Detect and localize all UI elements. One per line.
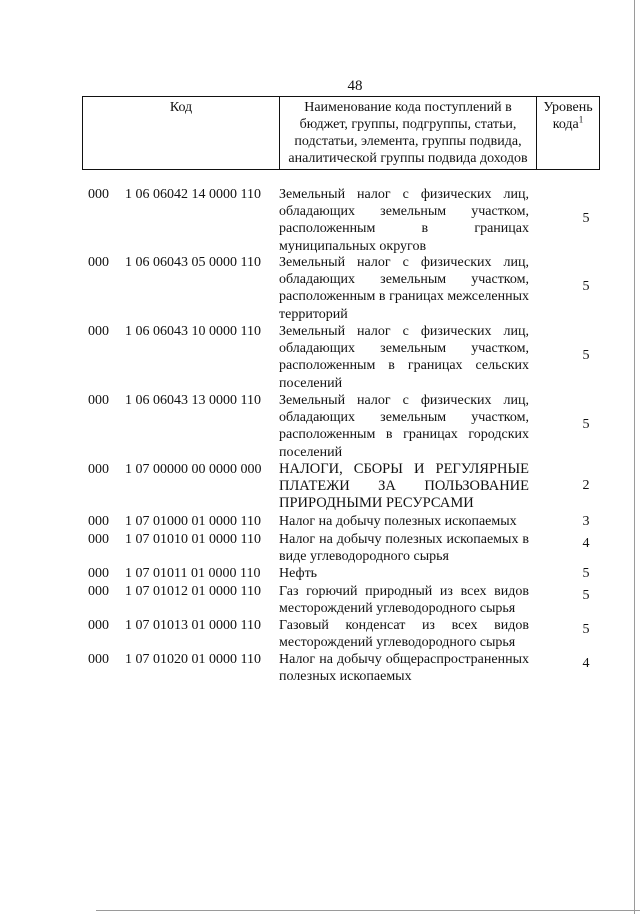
- row-prefix: 000: [88, 393, 109, 408]
- row-level-cell: [529, 651, 591, 703]
- row-prefix: 000: [88, 566, 109, 581]
- header-level-footnote: 1: [578, 114, 584, 125]
- row-name: Земельный налог с физических лиц, обладающих земельным участком, расположенным в границах сельских поселений: [279, 324, 529, 391]
- row-level-cell: [529, 392, 591, 461]
- row-code: 1 07 01011 01 0000 110: [125, 566, 261, 581]
- row-level-cell: [529, 323, 591, 392]
- row-level: 2: [582, 478, 590, 493]
- row-name: Газовый конденсат из всех видов месторождений углеводородного сырья: [279, 618, 529, 651]
- row-code: 1 07 01010 01 0000 110: [125, 532, 261, 547]
- row-name: Земельный налог с физических лиц, обладающих земельным участком, расположенным в границах муниципальных округов: [279, 187, 529, 254]
- header-name: Наименование кода поступлений в бюджет, группы, подгруппы, статьи, подстатьи, элемента, группы подвида, аналитической группы подвида доходов: [280, 97, 537, 170]
- row-level-cell: [529, 254, 591, 323]
- table-row: [88, 254, 588, 323]
- header-level: [537, 97, 600, 170]
- row-prefix: 000: [88, 514, 109, 529]
- row-prefix: 000: [88, 584, 109, 599]
- table-row: [88, 583, 588, 617]
- row-name: Земельный налог с физических лиц, обладающих земельным участком, расположенным в границах городских поселений: [279, 393, 529, 460]
- header-level-label: Уровень кода: [543, 100, 593, 132]
- row-code: 1 07 00000 00 0000 000: [125, 462, 262, 477]
- row-level-cell: [529, 531, 591, 565]
- row-level: 5: [582, 566, 590, 581]
- row-code: 1 07 01012 01 0000 110: [125, 584, 261, 599]
- table-row: [88, 186, 588, 254]
- table-header: [82, 96, 600, 170]
- row-code: 1 06 06043 13 0000 110: [125, 393, 261, 408]
- row-code: 1 06 06042 14 0000 110: [125, 187, 261, 202]
- table-row: [88, 617, 588, 651]
- table-row: [88, 513, 588, 531]
- row-name: Газ горючий природный из всех видов месторождений углеводородного сырья: [279, 584, 529, 617]
- row-prefix: 000: [88, 618, 109, 633]
- row-level-cell: [529, 617, 591, 651]
- row-level: 4: [582, 536, 590, 551]
- row-prefix: 000: [88, 652, 109, 667]
- row-level-cell: [529, 513, 591, 531]
- row-level: 5: [582, 417, 590, 432]
- table-row: [88, 651, 588, 703]
- table-row: [88, 531, 588, 565]
- row-level: 3: [582, 514, 590, 529]
- row-level: 4: [582, 656, 590, 671]
- scan-edge-right: [634, 0, 635, 914]
- row-level-cell: [529, 583, 591, 617]
- table-row: [88, 323, 588, 392]
- row-name: Налог на добычу полезных ископаемых в виде углеводородного сырья: [279, 532, 529, 565]
- page-number: 48: [347, 78, 363, 94]
- row-code: 1 06 06043 10 0000 110: [125, 324, 261, 339]
- scan-edge-bottom: [96, 910, 640, 911]
- row-code: 1 07 01013 01 0000 110: [125, 618, 261, 633]
- row-name: Нефть: [279, 566, 318, 581]
- row-code: 1 07 01000 01 0000 110: [125, 514, 261, 529]
- table-body: [88, 186, 588, 703]
- row-level-cell: [529, 186, 591, 254]
- row-level: 5: [582, 348, 590, 363]
- row-prefix: 000: [88, 324, 109, 339]
- row-level: 5: [582, 622, 590, 637]
- row-name: Налог на добычу полезных ископаемых: [279, 514, 517, 529]
- table-row: [88, 461, 588, 513]
- row-code: 1 06 06043 05 0000 110: [125, 255, 261, 270]
- row-level: 5: [582, 279, 590, 294]
- row-name: Земельный налог с физических лиц, обладающих земельным участком, расположенным в границах межселенных территорий: [279, 255, 529, 322]
- table-row: [88, 392, 588, 461]
- row-prefix: 000: [88, 187, 109, 202]
- row-level-cell: [529, 461, 591, 513]
- row-prefix: 000: [88, 462, 109, 477]
- row-level: 5: [582, 588, 590, 603]
- row-name: НАЛОГИ, СБОРЫ И РЕГУЛЯРНЫЕ ПЛАТЕЖИ ЗА ПОЛЬЗОВАНИЕ ПРИРОДНЫМИ РЕСУРСАМИ: [279, 461, 529, 512]
- header-code: Код: [83, 97, 280, 170]
- row-prefix: 000: [88, 532, 109, 547]
- row-level-cell: [529, 565, 591, 583]
- row-level: 5: [582, 211, 590, 226]
- row-name: Налог на добычу общераспространенных полезных ископаемых: [279, 652, 529, 685]
- table-row: [88, 565, 588, 583]
- row-code: 1 07 01020 01 0000 110: [125, 652, 261, 667]
- row-prefix: 000: [88, 255, 109, 270]
